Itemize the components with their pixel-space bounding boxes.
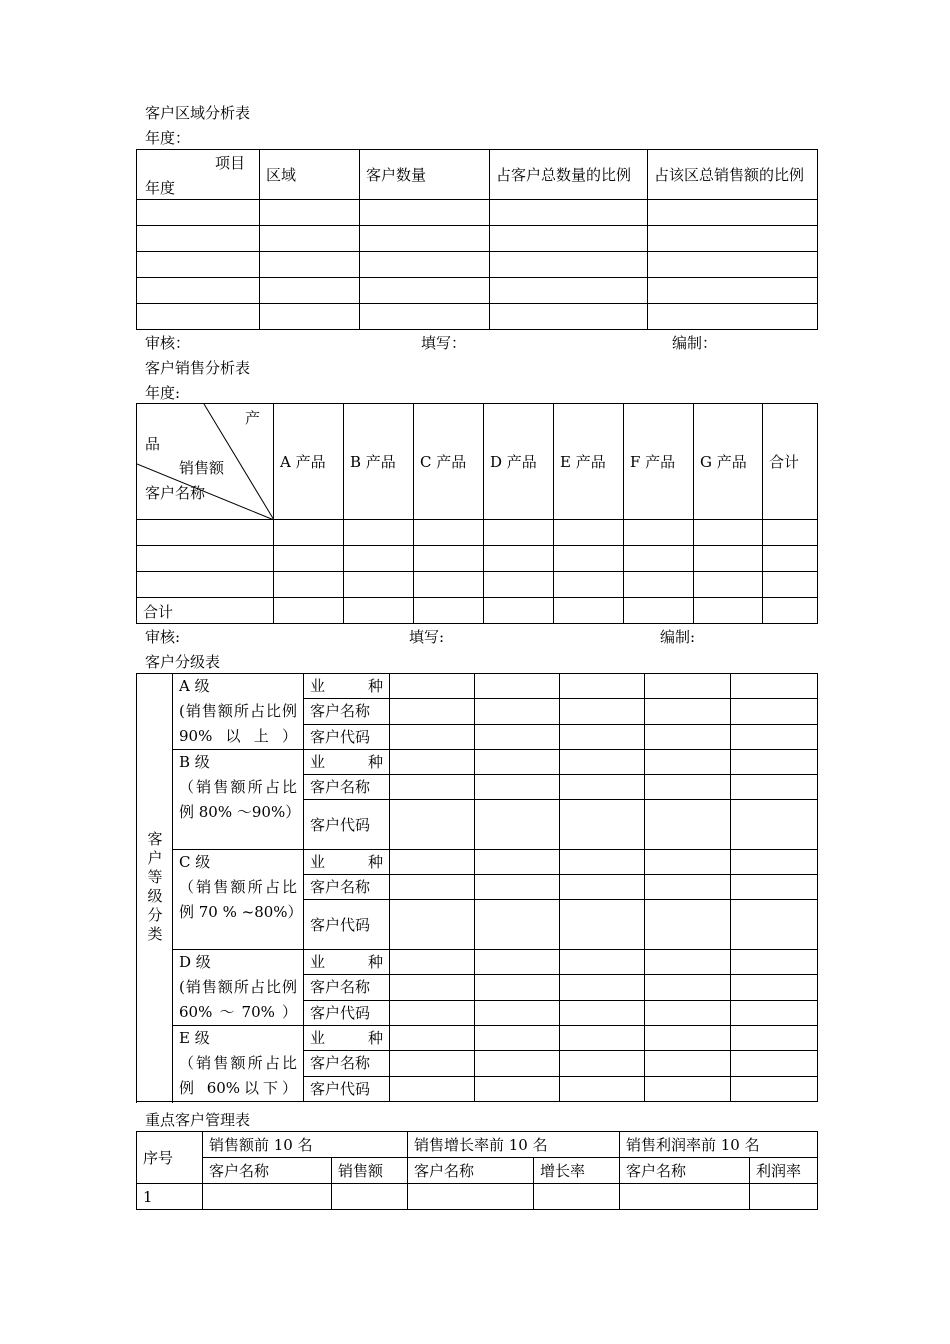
grade-a-desc: (销售额所占比例 90%以上） bbox=[179, 702, 297, 745]
table-cell[interactable] bbox=[624, 520, 694, 546]
table-cell[interactable] bbox=[534, 1184, 620, 1210]
table-cell[interactable] bbox=[731, 875, 818, 900]
table-cell[interactable] bbox=[731, 699, 818, 724]
table-cell[interactable] bbox=[731, 750, 818, 775]
table-cell[interactable] bbox=[390, 900, 475, 950]
field-customer-name: 客户名称 bbox=[304, 1051, 390, 1076]
table-cell[interactable] bbox=[390, 975, 475, 1000]
sales-table-title: 客户销售分析表 bbox=[145, 359, 251, 377]
table-cell[interactable] bbox=[750, 1184, 818, 1210]
table-cell[interactable] bbox=[390, 775, 475, 800]
key-customer-group-row bbox=[137, 1132, 818, 1158]
table-cell[interactable] bbox=[731, 900, 818, 950]
table-cell[interactable] bbox=[260, 278, 360, 304]
table-cell[interactable] bbox=[645, 875, 731, 900]
table-cell[interactable] bbox=[645, 1051, 731, 1076]
field-customer-name: 客户名称 bbox=[304, 699, 390, 724]
table-cell[interactable] bbox=[560, 875, 645, 900]
table-cell[interactable] bbox=[645, 1026, 731, 1051]
table-cell[interactable] bbox=[390, 1076, 475, 1101]
region-year-label: 年度： bbox=[145, 129, 191, 147]
table-cell[interactable] bbox=[731, 950, 818, 975]
table-cell[interactable] bbox=[475, 900, 560, 950]
field-industry: 业 种 bbox=[304, 674, 390, 699]
table-row bbox=[137, 546, 818, 572]
table-cell[interactable] bbox=[390, 875, 475, 900]
table-cell[interactable] bbox=[260, 200, 360, 226]
table-row bbox=[137, 1184, 818, 1210]
table-cell[interactable] bbox=[137, 252, 260, 278]
table-cell[interactable] bbox=[490, 278, 648, 304]
table-cell[interactable] bbox=[648, 200, 818, 226]
grade-side-label: 客户等级分类 bbox=[145, 830, 164, 945]
table-cell[interactable] bbox=[554, 546, 624, 572]
table-cell[interactable] bbox=[490, 200, 648, 226]
field-customer-code: 客户代码 bbox=[304, 1076, 390, 1101]
grade-c-desc: （销售额所占比例 70 % ~80%） bbox=[179, 878, 303, 921]
region-fill-label: 填写： bbox=[421, 334, 467, 352]
sub-sales: 销售额 bbox=[332, 1158, 408, 1184]
table-cell[interactable] bbox=[475, 800, 560, 850]
field-industry: 业 种 bbox=[304, 750, 390, 775]
col-region: 区域 bbox=[260, 150, 360, 200]
col-customer-count: 客户数量 bbox=[360, 150, 490, 200]
table-cell[interactable] bbox=[560, 1000, 645, 1025]
sales-total-row bbox=[137, 598, 818, 624]
table-cell[interactable] bbox=[414, 520, 484, 546]
table-cell[interactable] bbox=[475, 1076, 560, 1101]
table-cell[interactable] bbox=[390, 750, 475, 775]
table-cell[interactable] bbox=[390, 1000, 475, 1025]
table-cell[interactable] bbox=[560, 1026, 645, 1051]
table-cell[interactable] bbox=[694, 520, 763, 546]
col-product-g: G 产品 bbox=[694, 404, 763, 520]
table-cell[interactable] bbox=[475, 1000, 560, 1025]
sales-total-label: 合计 bbox=[137, 598, 274, 624]
table-cell[interactable] bbox=[137, 304, 260, 330]
table-cell[interactable] bbox=[260, 226, 360, 252]
table-cell[interactable] bbox=[645, 699, 731, 724]
table-cell[interactable] bbox=[645, 900, 731, 950]
table-cell[interactable] bbox=[390, 1051, 475, 1076]
table-cell[interactable] bbox=[484, 520, 554, 546]
table-cell[interactable] bbox=[475, 850, 560, 875]
table-cell[interactable] bbox=[137, 200, 260, 226]
grade-e-cell bbox=[173, 1026, 304, 1102]
region-header-item-year bbox=[137, 150, 260, 200]
table-cell[interactable] bbox=[137, 546, 274, 572]
field-customer-name: 客户名称 bbox=[304, 875, 390, 900]
grade-a-row-1 bbox=[137, 674, 818, 699]
region-analysis-table bbox=[136, 149, 818, 330]
col-product-a: A 产品 bbox=[274, 404, 344, 520]
table-cell[interactable] bbox=[554, 572, 624, 598]
grading-table-title: 客户分级表 bbox=[145, 653, 221, 671]
grade-d-row-1 bbox=[137, 950, 818, 975]
field-customer-code: 客户代码 bbox=[304, 900, 390, 950]
table-cell[interactable] bbox=[645, 750, 731, 775]
table-cell[interactable] bbox=[344, 520, 414, 546]
table-cell[interactable] bbox=[694, 598, 763, 624]
table-cell[interactable] bbox=[260, 252, 360, 278]
table-cell[interactable] bbox=[490, 226, 648, 252]
table-cell[interactable] bbox=[475, 975, 560, 1000]
sub-customer-name: 客户名称 bbox=[620, 1158, 750, 1184]
table-cell[interactable] bbox=[274, 520, 344, 546]
table-cell[interactable] bbox=[490, 252, 648, 278]
group-growth-top10: 销售增长率前 10 名 bbox=[408, 1132, 620, 1158]
field-industry: 业 种 bbox=[304, 850, 390, 875]
table-cell[interactable] bbox=[390, 950, 475, 975]
key-customer-sub-row bbox=[137, 1158, 818, 1184]
table-cell[interactable] bbox=[731, 1026, 818, 1051]
col-product-b: B 产品 bbox=[344, 404, 414, 520]
table-cell[interactable] bbox=[344, 598, 414, 624]
region-table-title: 客户区域分析表 bbox=[145, 104, 251, 122]
table-cell[interactable] bbox=[475, 699, 560, 724]
table-cell[interactable] bbox=[645, 850, 731, 875]
table-cell[interactable] bbox=[484, 572, 554, 598]
sub-growth-rate: 增长率 bbox=[534, 1158, 620, 1184]
table-cell[interactable] bbox=[475, 775, 560, 800]
table-cell[interactable] bbox=[763, 520, 818, 546]
table-cell[interactable] bbox=[560, 674, 645, 699]
table-row bbox=[137, 520, 818, 546]
table-cell[interactable] bbox=[648, 252, 818, 278]
diag-customer-name-label: 客户名称 bbox=[145, 484, 206, 502]
table-cell[interactable] bbox=[360, 304, 490, 330]
grade-d-cell bbox=[173, 950, 304, 1026]
grade-a-name: A 级 bbox=[179, 677, 210, 695]
diag-sales-label: 销售额 bbox=[179, 459, 225, 477]
table-cell[interactable] bbox=[620, 1184, 750, 1210]
table-row bbox=[137, 226, 818, 252]
table-cell[interactable] bbox=[414, 598, 484, 624]
field-customer-name: 客户名称 bbox=[304, 975, 390, 1000]
table-cell[interactable] bbox=[554, 598, 624, 624]
table-cell[interactable] bbox=[260, 304, 360, 330]
table-cell[interactable] bbox=[484, 598, 554, 624]
table-cell[interactable] bbox=[360, 200, 490, 226]
diag-product-label-bottom: 品 bbox=[145, 435, 161, 453]
grade-side-label-cell bbox=[137, 674, 173, 1102]
grade-d-desc: (销售额所占比例 60%～70%） bbox=[179, 978, 297, 1021]
key-customer-table bbox=[136, 1131, 818, 1210]
table-cell[interactable] bbox=[414, 546, 484, 572]
table-cell[interactable] bbox=[560, 800, 645, 850]
table-cell[interactable] bbox=[560, 1076, 645, 1101]
table-cell[interactable] bbox=[390, 699, 475, 724]
table-cell[interactable] bbox=[731, 800, 818, 850]
field-customer-code: 客户代码 bbox=[304, 800, 390, 850]
table-cell[interactable] bbox=[645, 975, 731, 1000]
grade-b-desc: （销售额所占比例 80% ～90%） bbox=[179, 778, 301, 821]
table-cell[interactable] bbox=[475, 1051, 560, 1076]
col-product-c: C 产品 bbox=[414, 404, 484, 520]
customer-grading-table bbox=[136, 673, 818, 1102]
diagonal-header-cell bbox=[137, 404, 274, 520]
grade-e-row-1 bbox=[137, 1026, 818, 1051]
table-cell[interactable] bbox=[475, 950, 560, 975]
col-share-sales: 占该区总销售额的比例 bbox=[648, 150, 818, 200]
region-review-label: 审核： bbox=[145, 334, 191, 352]
diag-product-label-top: 产 bbox=[245, 409, 261, 427]
table-cell[interactable] bbox=[137, 520, 274, 546]
table-cell[interactable] bbox=[475, 724, 560, 749]
sub-profit-rate: 利润率 bbox=[750, 1158, 818, 1184]
table-cell[interactable] bbox=[731, 1051, 818, 1076]
field-customer-code: 客户代码 bbox=[304, 1000, 390, 1025]
table-row bbox=[137, 572, 818, 598]
sales-compile-label: 编制: bbox=[660, 628, 696, 646]
col-index: 序号 bbox=[137, 1132, 203, 1184]
table-cell[interactable] bbox=[694, 572, 763, 598]
table-cell[interactable] bbox=[137, 278, 260, 304]
table-cell[interactable] bbox=[560, 950, 645, 975]
field-industry: 业 种 bbox=[304, 1026, 390, 1051]
table-cell[interactable] bbox=[763, 546, 818, 572]
table-cell[interactable] bbox=[414, 572, 484, 598]
table-cell[interactable] bbox=[137, 226, 260, 252]
header-year-label: 年度 bbox=[145, 179, 176, 197]
row-index: 1 bbox=[137, 1184, 203, 1210]
table-cell[interactable] bbox=[560, 975, 645, 1000]
table-cell[interactable] bbox=[624, 598, 694, 624]
col-product-e: E 产品 bbox=[554, 404, 624, 520]
sales-header-row bbox=[137, 404, 818, 520]
grade-c-row-1 bbox=[137, 850, 818, 875]
table-cell[interactable] bbox=[648, 226, 818, 252]
group-sales-top10: 销售额前 10 名 bbox=[203, 1132, 408, 1158]
grade-d-name: D 级 bbox=[179, 953, 211, 971]
table-cell[interactable] bbox=[648, 304, 818, 330]
table-cell[interactable] bbox=[475, 1026, 560, 1051]
table-cell[interactable] bbox=[274, 546, 344, 572]
table-cell[interactable] bbox=[344, 572, 414, 598]
table-cell[interactable] bbox=[137, 572, 274, 598]
table-cell[interactable] bbox=[475, 750, 560, 775]
table-cell[interactable] bbox=[475, 674, 560, 699]
table-cell[interactable] bbox=[560, 750, 645, 775]
table-cell[interactable] bbox=[645, 1076, 731, 1101]
table-cell[interactable] bbox=[332, 1184, 408, 1210]
region-header-row bbox=[137, 150, 818, 200]
table-cell[interactable] bbox=[645, 775, 731, 800]
grade-b-cell bbox=[173, 750, 304, 850]
table-cell[interactable] bbox=[731, 674, 818, 699]
table-cell[interactable] bbox=[645, 1000, 731, 1025]
grade-c-name: C 级 bbox=[179, 853, 211, 871]
field-industry: 业 种 bbox=[304, 950, 390, 975]
table-cell[interactable] bbox=[475, 875, 560, 900]
table-cell[interactable] bbox=[694, 546, 763, 572]
region-compile-label: 编制： bbox=[672, 334, 718, 352]
table-cell[interactable] bbox=[274, 598, 344, 624]
sales-year-label: 年度: bbox=[145, 384, 181, 402]
field-customer-code: 客户代码 bbox=[304, 724, 390, 749]
table-cell[interactable] bbox=[645, 724, 731, 749]
table-row bbox=[137, 200, 818, 226]
table-cell[interactable] bbox=[560, 850, 645, 875]
grade-e-desc: （销售额所占比例 60%以下） bbox=[179, 1054, 297, 1097]
table-cell[interactable] bbox=[560, 775, 645, 800]
field-customer-name: 客户名称 bbox=[304, 775, 390, 800]
group-profit-top10: 销售利润率前 10 名 bbox=[620, 1132, 818, 1158]
table-cell[interactable] bbox=[560, 724, 645, 749]
table-cell[interactable] bbox=[645, 800, 731, 850]
table-cell[interactable] bbox=[484, 546, 554, 572]
table-cell[interactable] bbox=[645, 674, 731, 699]
table-cell[interactable] bbox=[731, 850, 818, 875]
grade-b-name: B 级 bbox=[179, 753, 210, 771]
table-cell[interactable] bbox=[731, 1000, 818, 1025]
table-cell[interactable] bbox=[624, 546, 694, 572]
table-cell[interactable] bbox=[624, 572, 694, 598]
table-cell[interactable] bbox=[763, 572, 818, 598]
key-customer-table-title: 重点客户管理表 bbox=[145, 1111, 251, 1129]
header-item-label: 项目 bbox=[214, 154, 245, 172]
table-cell[interactable] bbox=[390, 674, 475, 699]
table-cell[interactable] bbox=[731, 975, 818, 1000]
sub-customer-name: 客户名称 bbox=[408, 1158, 534, 1184]
table-cell[interactable] bbox=[554, 520, 624, 546]
table-cell[interactable] bbox=[203, 1184, 332, 1210]
sales-analysis-table bbox=[136, 403, 818, 624]
table-cell[interactable] bbox=[390, 1026, 475, 1051]
col-product-f: F 产品 bbox=[624, 404, 694, 520]
table-row bbox=[137, 304, 818, 330]
sales-fill-label: 填写: bbox=[409, 628, 445, 646]
sub-customer-name: 客户名称 bbox=[203, 1158, 332, 1184]
table-cell[interactable] bbox=[360, 278, 490, 304]
table-cell[interactable] bbox=[360, 252, 490, 278]
col-share-count: 占客户总数量的比例 bbox=[490, 150, 648, 200]
grade-c-cell bbox=[173, 850, 304, 950]
table-cell[interactable] bbox=[390, 724, 475, 749]
table-cell[interactable] bbox=[490, 304, 648, 330]
table-cell[interactable] bbox=[560, 900, 645, 950]
grade-b-row-1 bbox=[137, 750, 818, 775]
grade-e-name: E 级 bbox=[179, 1029, 210, 1047]
table-cell[interactable] bbox=[731, 724, 818, 749]
table-cell[interactable] bbox=[648, 278, 818, 304]
table-cell[interactable] bbox=[360, 226, 490, 252]
table-cell[interactable] bbox=[560, 699, 645, 724]
table-cell[interactable] bbox=[731, 1076, 818, 1101]
table-cell[interactable] bbox=[560, 1051, 645, 1076]
table-cell[interactable] bbox=[731, 775, 818, 800]
table-cell[interactable] bbox=[274, 572, 344, 598]
table-cell[interactable] bbox=[390, 800, 475, 850]
table-row bbox=[137, 278, 818, 304]
sales-review-label: 审核: bbox=[145, 628, 181, 646]
table-cell[interactable] bbox=[408, 1184, 534, 1210]
table-cell[interactable] bbox=[645, 950, 731, 975]
table-row bbox=[137, 252, 818, 278]
grade-a-cell bbox=[173, 674, 304, 750]
table-cell[interactable] bbox=[390, 850, 475, 875]
table-cell[interactable] bbox=[763, 598, 818, 624]
col-total: 合计 bbox=[763, 404, 818, 520]
table-cell[interactable] bbox=[344, 546, 414, 572]
col-product-d: D 产品 bbox=[484, 404, 554, 520]
